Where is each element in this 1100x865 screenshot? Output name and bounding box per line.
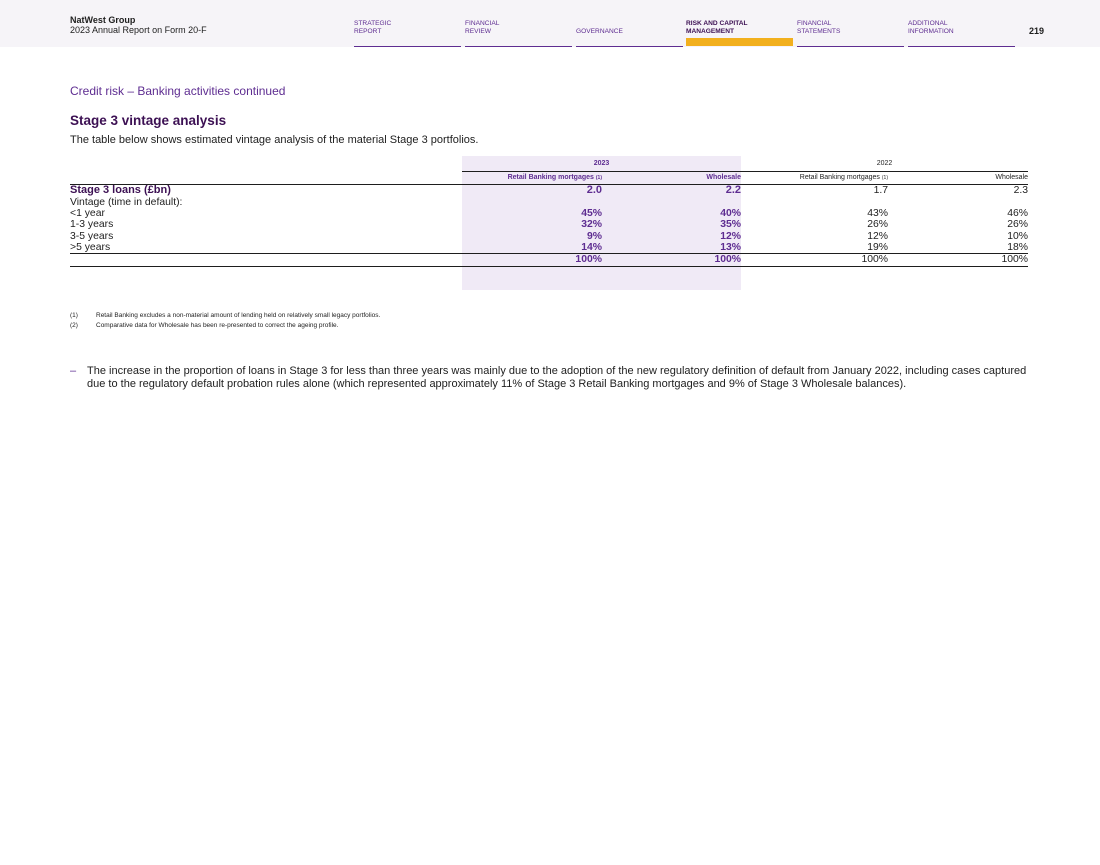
cell-retail-2023: 9% — [586, 230, 602, 242]
blank-cell — [70, 156, 462, 171]
col-label: Retail Banking mortgages — [799, 173, 880, 181]
vintage-analysis-table — [70, 156, 1028, 267]
page-heading: Stage 3 vintage analysis — [70, 113, 227, 128]
nav-underline — [908, 46, 1015, 47]
cell-retail-2022: 19% — [867, 241, 889, 253]
page-header — [0, 0, 1100, 47]
year-2023-header: 2023 — [593, 159, 610, 167]
section-title: Credit risk – Banking activities continued — [70, 84, 286, 98]
brand-block — [70, 15, 207, 36]
table-row — [70, 231, 1028, 242]
nav-underline — [576, 46, 683, 47]
cell-retail-2023: 100% — [462, 253, 602, 266]
year-header-row — [70, 156, 1028, 171]
col-retail-2023 — [462, 171, 602, 184]
nav-label: FINANCIAL REVIEW — [465, 20, 500, 35]
cell-retail-2022 — [741, 197, 888, 208]
nav-label: STRATEGIC REPORT — [354, 20, 392, 35]
intro-text: The table below shows estimated vintage analysis of the material Stage 3 portfolios. — [70, 134, 479, 146]
row-label: >5 years — [70, 241, 111, 253]
row-label: Vintage (time in default): — [70, 197, 183, 209]
cell-wholesale-2022: 10% — [1007, 230, 1029, 242]
table-row — [70, 197, 1028, 208]
cell-retail-2022: 100% — [741, 253, 888, 266]
cell-wholesale-2023: 40% — [720, 208, 742, 220]
vintage-table-wrapper — [70, 156, 1028, 267]
cell-wholesale-2023: 35% — [720, 219, 742, 231]
cell-wholesale-2023: 13% — [720, 241, 742, 253]
cell-retail-2022: 12% — [867, 230, 889, 242]
total-row — [70, 253, 1028, 266]
cell-wholesale-2023 — [602, 197, 741, 208]
cell-retail-2023: 32% — [581, 219, 602, 231]
nav-label: GOVERNANCE — [576, 28, 623, 35]
bullet-dash: – — [70, 365, 77, 377]
nav-label: ADDITIONAL INFORMATION — [908, 20, 954, 35]
cell-retail-2022: 26% — [867, 219, 889, 231]
nav-label: FINANCIAL STATEMENTS — [797, 20, 841, 35]
row-label: Stage 3 loans (£bn) — [70, 184, 171, 197]
footnote-text: Retail Banking excludes a non-material amount of lending held on relatively small legacy portfolios. — [96, 312, 381, 319]
cell-wholesale-2022 — [888, 197, 1028, 208]
column-header-row — [70, 171, 1028, 184]
page-number: 219 — [1028, 26, 1044, 36]
row-label: 1-3 years — [70, 219, 114, 231]
table-row — [70, 219, 1028, 230]
cell-retail-2022: 43% — [867, 208, 889, 220]
table-row — [70, 242, 1028, 254]
nav-underline — [465, 46, 572, 47]
cell-wholesale-2022: 46% — [1007, 208, 1029, 220]
cell-retail-2023: 14% — [581, 241, 602, 253]
cell-wholesale-2023: 12% — [720, 230, 742, 242]
table-row — [70, 184, 1028, 197]
cell-wholesale-2022: 2.3 — [1013, 185, 1029, 197]
row-label — [70, 253, 462, 266]
footnote-ref: (1) — [595, 174, 602, 181]
footnote-number: (2) — [70, 322, 78, 329]
cell-retail-2023: 45% — [581, 208, 602, 220]
nav-label: RISK AND CAPITAL MANAGEMENT — [686, 20, 748, 35]
cell-retail-2022: 1.7 — [873, 185, 889, 197]
cell-wholesale-2022: 18% — [1007, 241, 1029, 253]
col-wholesale-2023: Wholesale — [602, 171, 741, 184]
bullet-text: The increase in the proportion of loans in Stage 3 for less than three years was mainly due to the adoption of the new regulatory definition of default from January 2022, including cases captured due to the regulatory default probation rules alone (which represented approximately 11% of Stage 3 Retail Banking mortgages and 9% of Stage 3 Wholesale balances). — [87, 365, 1027, 390]
table-row — [70, 208, 1028, 219]
cell-wholesale-2022: 26% — [1007, 219, 1029, 231]
footnote-number: (1) — [70, 312, 78, 319]
year-2022-header: 2022 — [741, 156, 1028, 171]
brand-name: NatWest Group — [70, 15, 136, 25]
footnote-text: Comparative data for Wholesale has been re-presented to correct the ageing profile. — [96, 322, 339, 329]
footnote-ref: (1) — [881, 174, 889, 181]
commentary-bullet — [70, 365, 1030, 391]
row-label: <1 year — [70, 208, 105, 220]
col-wholesale-2022: Wholesale — [888, 171, 1028, 184]
nav-underline — [354, 46, 461, 47]
nav-underline — [797, 46, 904, 47]
report-subtitle: 2023 Annual Report on Form 20-F — [70, 25, 207, 35]
cell-wholesale-2023: 2.2 — [725, 184, 742, 197]
cell-wholesale-2023: 100% — [602, 253, 741, 266]
cell-retail-2023: 2.0 — [586, 184, 602, 197]
blank-cell — [70, 171, 462, 184]
col-retail-2022 — [741, 171, 888, 184]
nav-active-indicator — [686, 38, 793, 46]
row-label: 3-5 years — [70, 230, 114, 242]
col-label: Retail Banking mortgages — [507, 173, 594, 181]
cell-retail-2023 — [462, 197, 602, 208]
cell-wholesale-2022: 100% — [888, 253, 1028, 266]
